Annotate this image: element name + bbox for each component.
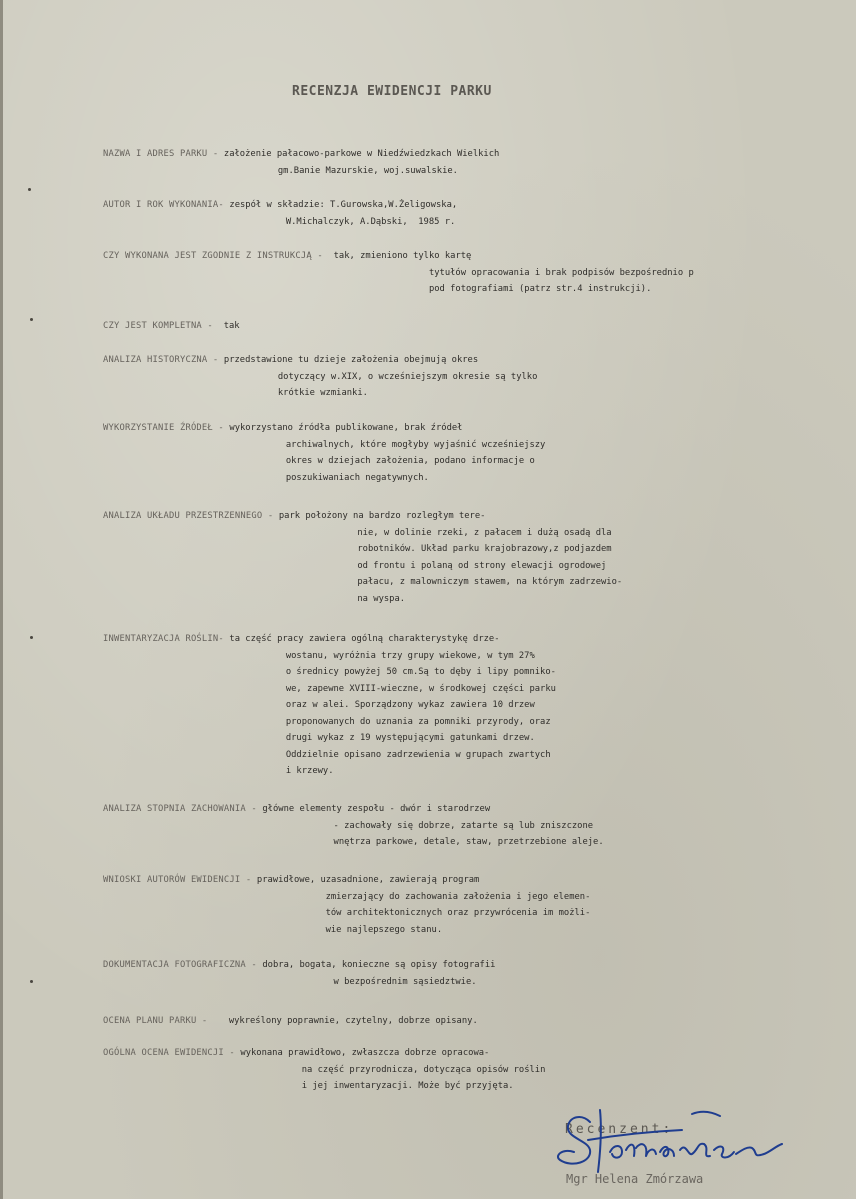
entry-content: o średnicy powyżej 50 cm.Są to dęby i lipy pomniko- <box>285 667 556 677</box>
entry-line <box>103 957 856 974</box>
entry-line <box>103 631 856 648</box>
entry-content: wnętrza parkowe, detale, staw, przetrzebione aleje. <box>333 837 604 847</box>
entry-line <box>103 922 856 939</box>
entry-line <box>103 453 856 470</box>
entry-content: przedstawione tu dzieje założenia obejmują okres <box>223 355 479 365</box>
entry-content: dotyczący w.XIX, o wcześniejszym okresie są tylko <box>277 371 538 382</box>
entry-line <box>103 420 856 437</box>
entry-content: drugi wykaz z 19 występującymi gatunkami drzew. <box>285 733 535 743</box>
entry-label: OGÓLNA OCENA EWIDENCJI - <box>103 1048 241 1058</box>
entry-content: proponowanych do uznania za pomniki przyrody, oraz <box>285 716 551 727</box>
entry-label: AUTOR I ROK WYKONANIA- <box>103 200 230 210</box>
entry-content: pod fotografiami (patrz str.4 instrukcji). <box>428 284 652 294</box>
entry-content: wie najlepszego stanu. <box>325 924 443 935</box>
entry-line <box>103 214 856 231</box>
entry-content: wykonana prawidłowo, zwłaszcza dobrze opracowa- <box>240 1048 490 1058</box>
entry-content: krótkie wzmianki. <box>277 388 368 398</box>
entry-content: nie, w dolinie rzeki, z pałacem i dużą osadą dla <box>357 527 612 538</box>
entry-line <box>103 146 856 163</box>
entry-content: tak <box>218 321 240 331</box>
entry-content: i krzewy. <box>285 766 334 776</box>
entry-content: pałacu, z malowniczym stawem, na którym zadrzewio- <box>357 577 623 587</box>
entry-line <box>103 265 856 282</box>
entry-content: prawidłowe, uzasadnione, zawierają program <box>256 875 480 885</box>
entry-line <box>103 664 856 681</box>
entry-line <box>103 541 856 558</box>
entry-line <box>103 834 856 851</box>
reviewer-name: Mgr Helena Zmórzawa <box>566 1172 704 1186</box>
review-entry <box>103 420 856 486</box>
entry-line <box>103 714 856 731</box>
entry-line <box>103 818 856 835</box>
handwritten-signature <box>552 1100 792 1180</box>
entry-content: wykreślony poprawnie, czytelny, dobrze opisany. <box>212 1016 478 1026</box>
review-entry <box>103 957 856 990</box>
page-edge <box>0 0 3 1199</box>
review-entry <box>103 146 856 179</box>
entry-content: dobra, bogata, konieczne są opisy fotografii <box>262 960 496 970</box>
entry-content: W.Michalczyk, A.Dąbski, 1985 r. <box>285 216 456 227</box>
entry-line <box>103 974 856 991</box>
entry-content: wostanu, wyróżnia trzy grupy wiekowe, w tym 27% <box>285 650 535 661</box>
entry-content: w bezpośrednim sąsiedztwie. <box>333 976 477 987</box>
entry-line <box>103 574 856 591</box>
entry-line <box>103 905 856 922</box>
document-title: RECENZJA EWIDENCJI PARKU <box>292 84 492 99</box>
punch-hole <box>28 188 31 191</box>
entry-content: ta część pracy zawiera ogólną charakterystykę drze- <box>229 634 500 644</box>
entry-line <box>103 281 856 298</box>
review-entry <box>103 248 856 298</box>
entry-content: na wyspa. <box>357 593 406 604</box>
entry-content: Oddzielnie opisano zadrzewienia w grupach zwartych <box>285 749 551 760</box>
entry-content: zespół w składzie: T.Gurowska,W.Żeligowska, <box>229 200 458 210</box>
review-entry <box>103 801 856 851</box>
entry-content: okres w dziejach założenia, podano informacje o <box>285 456 535 466</box>
entry-line <box>103 163 856 180</box>
entry-content: i jej inwentaryzacji. Może być przyjęta. <box>301 1081 514 1091</box>
entry-line <box>103 681 856 698</box>
entry-content: założenie pałacowo-parkowe w Niedźwiedzkach Wielkich <box>223 149 500 159</box>
review-entry <box>103 1045 856 1095</box>
entry-content: od frontu i polaną od strony elewacji ogrodowej <box>357 560 607 571</box>
entry-line <box>103 1062 856 1079</box>
entry-content: tytułów opracowania i brak podpisów bezpośrednio p <box>428 267 694 278</box>
entry-content: gm.Banie Mazurskie, woj.suwalskie. <box>277 165 458 176</box>
entry-line <box>103 525 856 542</box>
punch-hole <box>30 636 33 639</box>
entry-content: na część przyrodnicza, dotycząca opisów roślin <box>301 1064 546 1075</box>
entry-line <box>103 369 856 386</box>
entry-line <box>103 352 856 369</box>
entry-line <box>103 437 856 454</box>
entry-content: zmierzający do zachowania założenia i jego elemen- <box>325 891 591 902</box>
entry-line <box>103 872 856 889</box>
entry-content: archiwalnych, które mogłyby wyjaśnić wcześniejszy <box>285 439 546 450</box>
entry-line <box>103 747 856 764</box>
entry-content: główne elementy zespołu - dwór i starodrzew <box>262 804 491 814</box>
entry-content: oraz w alei. Sporządzony wykaz zawiera 10 drzew <box>285 700 535 710</box>
entry-line <box>103 1045 856 1062</box>
entry-content: poszukiwaniach negatywnych. <box>285 472 429 483</box>
entry-content: - zachowały się dobrze, zatarte są lub zniszczone <box>333 820 594 831</box>
review-entry <box>103 872 856 938</box>
review-entry <box>103 631 856 780</box>
entry-line <box>103 801 856 818</box>
entry-line <box>103 591 856 608</box>
review-entry <box>103 1013 856 1030</box>
entry-content: park położony na bardzo rozległym tere- <box>278 511 486 521</box>
entry-content: tów architektonicznych oraz przywrócenia im możli- <box>325 908 591 918</box>
entry-label: ANALIZA HISTORYCZNA - <box>103 355 224 365</box>
entry-line <box>103 1013 856 1030</box>
entry-line <box>103 248 856 265</box>
entry-content: wykorzystano źródła publikowane, brak źródeł <box>229 423 463 433</box>
punch-hole <box>30 318 33 321</box>
entry-line <box>103 889 856 906</box>
entry-line <box>103 385 856 402</box>
entry-line <box>103 508 856 525</box>
reviewer-label: Recenzent: <box>565 1122 674 1137</box>
entry-label: CZY WYKONANA JEST ZGODNIE Z INSTRUKCJĄ - <box>103 251 329 261</box>
entry-label: NAZWA I ADRES PARKU - <box>103 149 224 159</box>
punch-hole <box>30 980 33 983</box>
review-entry <box>103 197 856 230</box>
entry-label: INWENTARYZACJA ROŚLIN- <box>103 634 230 644</box>
entry-line <box>103 1078 856 1095</box>
entry-content: we, zapewne XVIII-wieczne, w środkowej części parku <box>285 683 556 694</box>
entry-label: WNIOSKI AUTORÓW EWIDENCJI - <box>103 875 257 885</box>
entry-line <box>103 648 856 665</box>
entry-line <box>103 697 856 714</box>
entry-line <box>103 197 856 214</box>
entry-content: robotników. Układ parku krajobrazowy,z podjazdem <box>357 544 612 554</box>
entry-line <box>103 763 856 780</box>
entry-line <box>103 318 856 335</box>
entry-line <box>103 558 856 575</box>
review-entry <box>103 318 856 335</box>
entry-label: ANALIZA STOPNIA ZACHOWANIA - <box>103 804 263 814</box>
review-entry <box>103 352 856 402</box>
entry-label: OCENA PLANU PARKU - <box>103 1016 213 1026</box>
entry-label: CZY JEST KOMPLETNA - <box>103 321 219 331</box>
entry-label: ANALIZA UKŁADU PRZESTRZENNEGO - <box>103 511 279 521</box>
entry-label: DOKUMENTACJA FOTOGRAFICZNA - <box>103 960 263 970</box>
entry-line <box>103 730 856 747</box>
entry-line <box>103 470 856 487</box>
entry-label: WYKORZYSTANIE ŹRÓDEŁ - <box>103 423 230 433</box>
entry-content: tak, zmieniono tylko kartę <box>328 251 472 261</box>
review-entry <box>103 508 856 607</box>
